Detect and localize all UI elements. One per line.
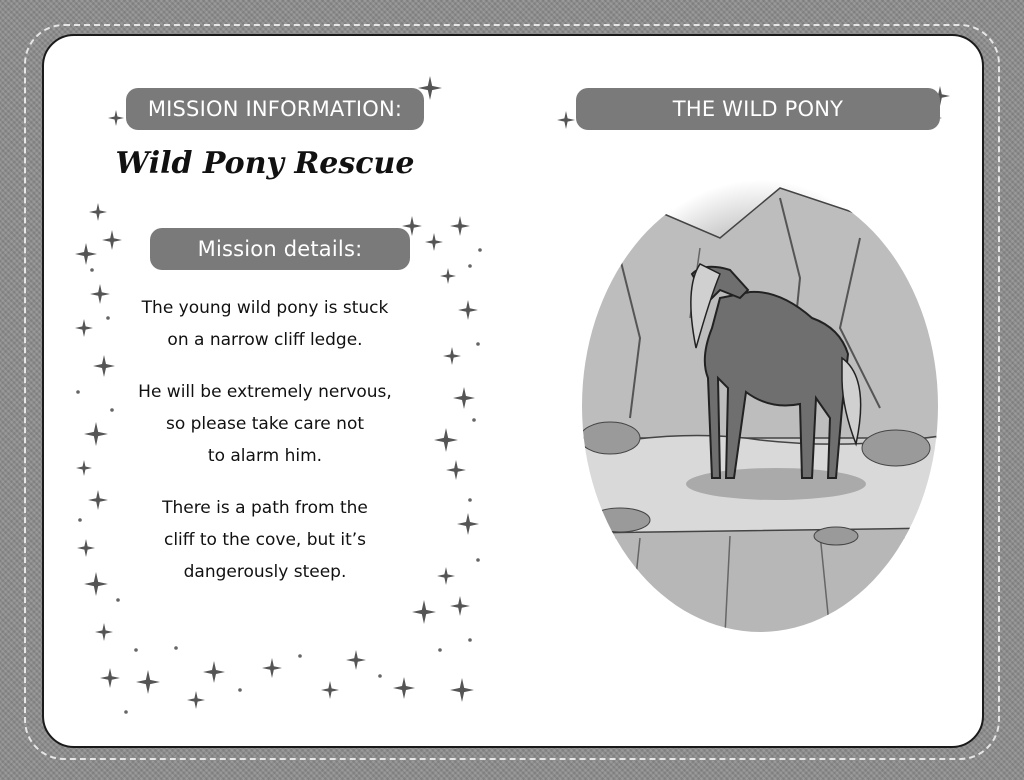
mission-information-header: [126, 88, 424, 130]
wild-pony-illustration: [580, 178, 940, 634]
text-line: so please take care not: [165, 414, 365, 434]
text-line: There is a path from the: [162, 498, 368, 518]
wild-pony-header: [576, 88, 940, 130]
text-line: to alarm him.: [207, 446, 323, 466]
mission-information-label: MISSION INFORMATION:: [147, 97, 403, 121]
mission-details-header: [150, 228, 410, 270]
mission-details-label: Mission details:: [197, 237, 363, 261]
text-line: He will be extremely nervous,: [138, 382, 392, 402]
wild-pony-label: THE WILD PONY: [672, 97, 844, 121]
mission-paragraph-3: [130, 492, 400, 588]
mission-paragraph-2: [130, 376, 400, 472]
mission-title: Wild Pony Rescue: [115, 146, 415, 181]
mission-paragraph-1: [130, 292, 400, 356]
text-line: cliff to the cove, but it’s: [163, 530, 367, 550]
text-line: on a narrow cliff ledge.: [167, 330, 363, 350]
text-line: The young wild pony is stuck: [141, 298, 389, 318]
text-line: dangerously steep.: [183, 562, 347, 582]
